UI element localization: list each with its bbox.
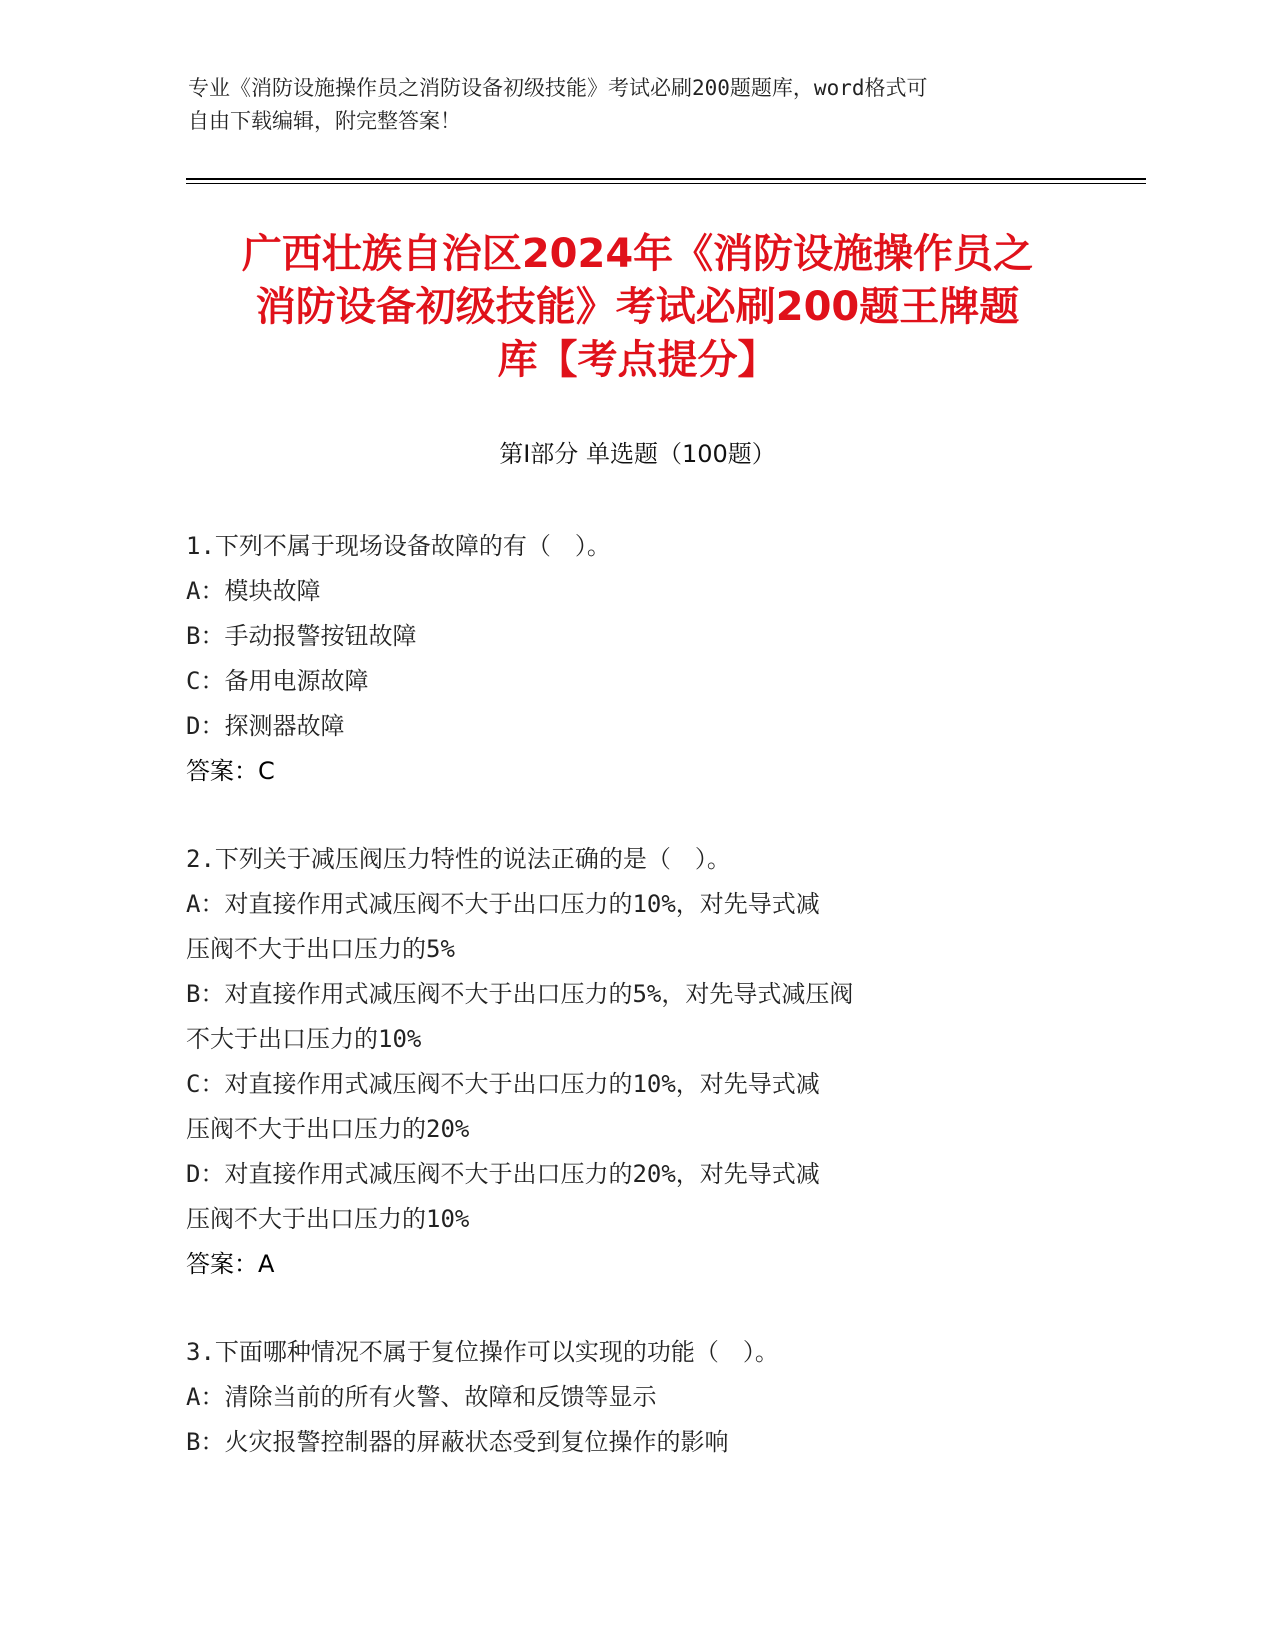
question-2	[186, 837, 1086, 1287]
header-divider-thin	[186, 183, 1146, 184]
header-note	[188, 72, 1068, 138]
answer: 答案：C	[186, 757, 275, 785]
section-heading: 第Ⅰ部分 单选题（100题）	[499, 440, 776, 468]
question-stem: 3.下面哪种情况不属于复位操作可以实现的功能（ ）。	[186, 1338, 779, 1366]
option-a: A：对直接作用式减压阀不大于出口压力的10%，对先导式减 压阀不大于出口压力的5%	[186, 890, 820, 963]
question-stem: 1.下列不属于现场设备故障的有（ ）。	[186, 532, 611, 560]
document-title	[160, 228, 1115, 387]
option-b: B：火灾报警控制器的屏蔽状态受到复位操作的影响	[186, 1428, 729, 1456]
header-note-line-1: 专业《消防设施操作员之消防设备初级技能》考试必刷200题题库，word格式可	[188, 76, 928, 100]
header-divider-thick	[186, 178, 1146, 180]
document-title-line-1: 广西壮族自治区2024年《消防设施操作员之	[241, 231, 1034, 277]
question-1	[186, 524, 1086, 794]
option-c: C：对直接作用式减压阀不大于出口压力的10%，对先导式减 压阀不大于出口压力的20%	[186, 1070, 820, 1143]
answer: 答案：A	[186, 1250, 275, 1278]
option-c: C：备用电源故障	[186, 667, 369, 695]
option-a: A：清除当前的所有火警、故障和反馈等显示	[186, 1383, 657, 1411]
option-d: D：对直接作用式减压阀不大于出口压力的20%，对先导式减 压阀不大于出口压力的10%	[186, 1160, 820, 1233]
option-b: B：对直接作用式减压阀不大于出口压力的5%，对先导式减压阀 不大于出口压力的10%	[186, 980, 854, 1053]
document-title-line-2: 消防设备初级技能》考试必刷200题王牌题	[255, 284, 1020, 330]
question-stem: 2.下列关于减压阀压力特性的说法正确的是（ ）。	[186, 845, 731, 873]
question-3	[186, 1330, 1086, 1465]
header-note-line-2: 自由下载编辑，附完整答案！	[188, 109, 461, 133]
option-a: A：模块故障	[186, 577, 321, 605]
option-b: B：手动报警按钮故障	[186, 622, 417, 650]
option-d: D：探测器故障	[186, 712, 345, 740]
document-title-line-3: 库【考点提分】	[497, 337, 778, 383]
question-list	[186, 524, 1086, 1508]
